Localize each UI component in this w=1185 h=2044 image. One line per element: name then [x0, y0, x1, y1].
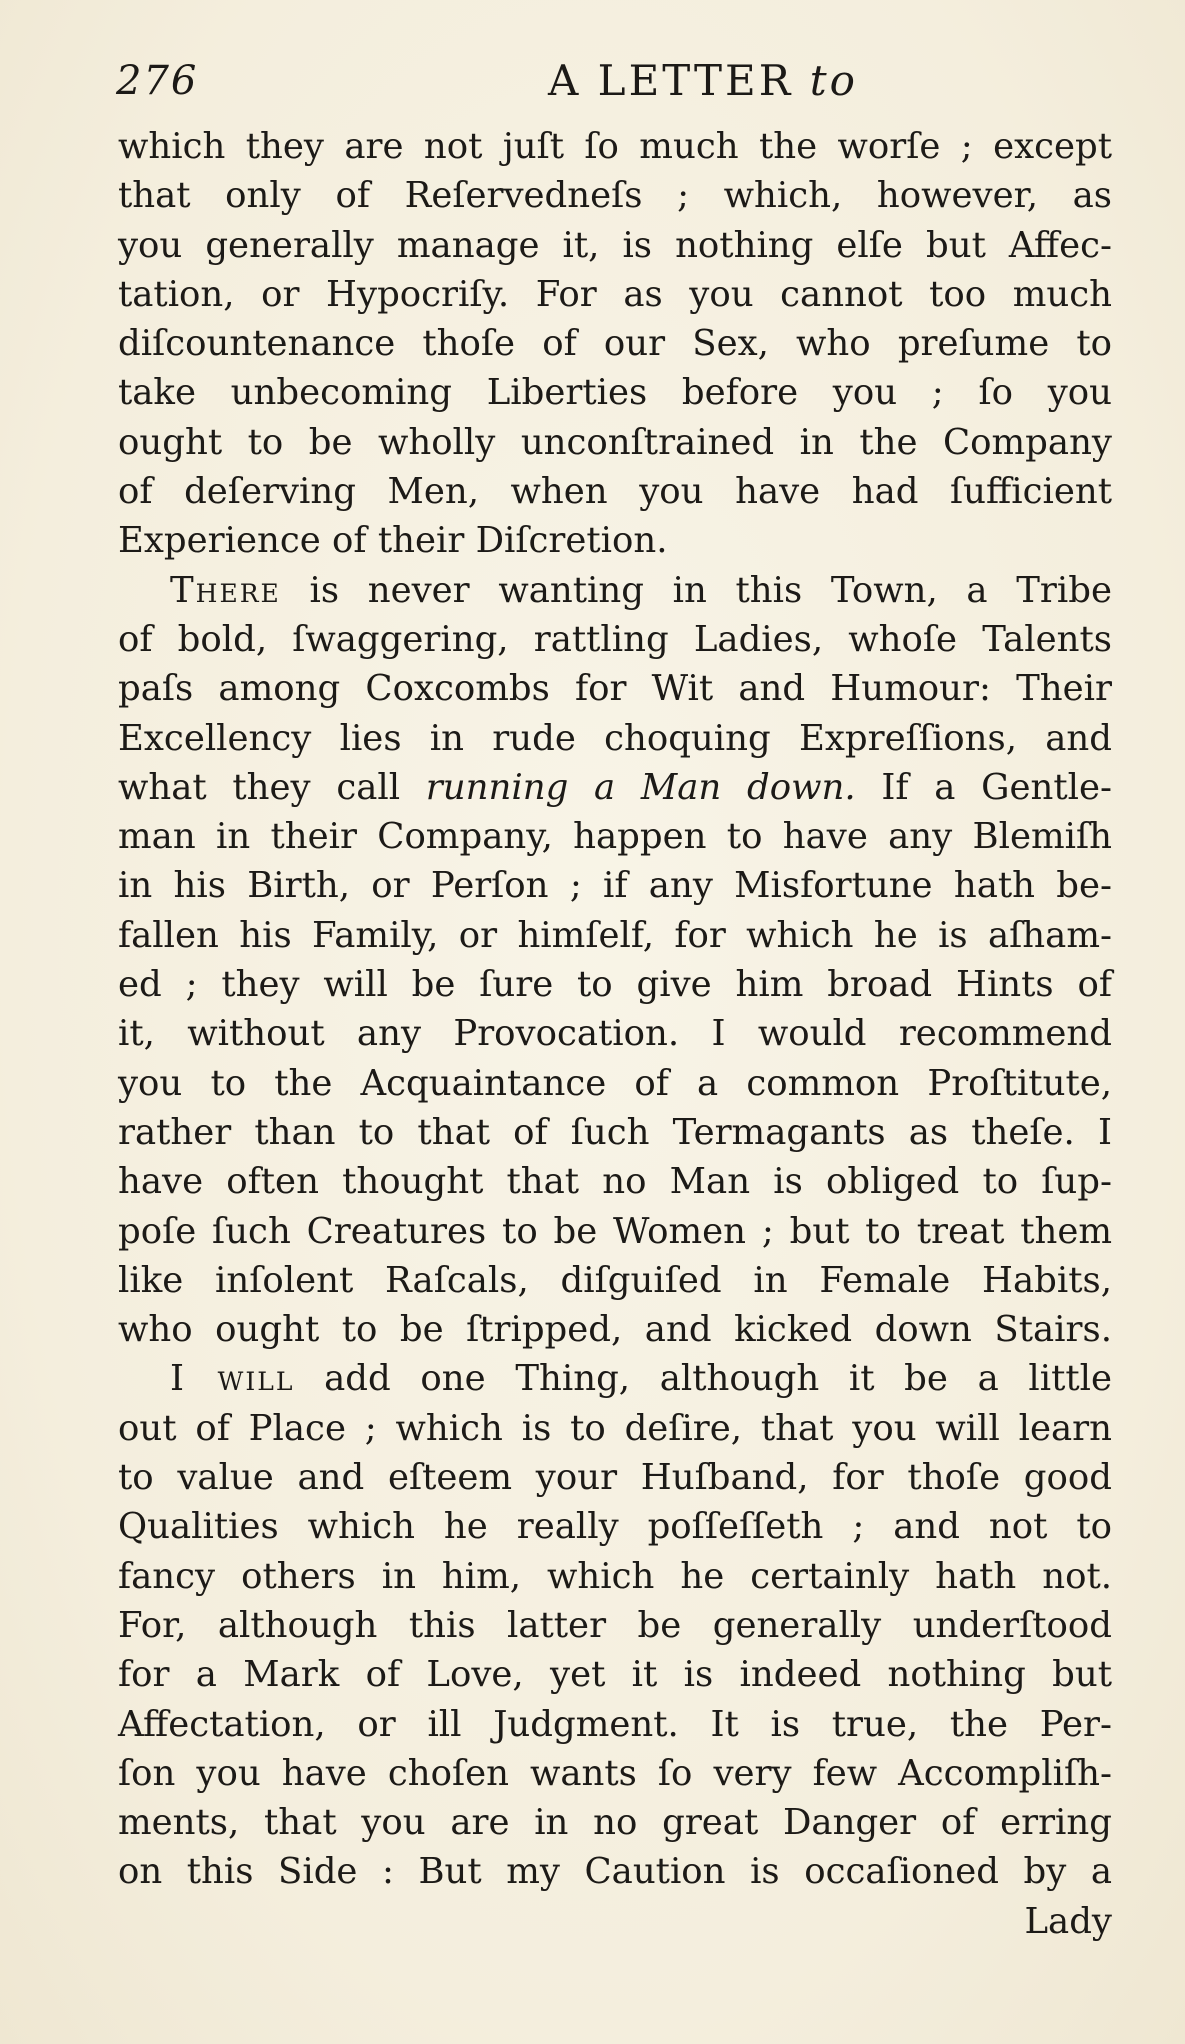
text-line: ments, that you are in no great Danger of erring — [118, 1802, 1112, 1844]
line-before-italic: what they call — [118, 766, 426, 808]
line-remainder: add one Thing, although it be a little — [294, 1358, 1112, 1400]
text-line: in his Birth, or Perſon ; if any Misfortune hath be- — [118, 865, 1112, 907]
text-line: on this Side : But my Caution is occaſioned by a — [118, 1851, 1112, 1893]
text-line: ed ; they will be ſure to give him broad Hints of — [118, 964, 1112, 1006]
paragraph-end-line: Experience of their Diſcretion. — [118, 520, 668, 562]
text-line: man in their Company, happen to have any Blemiſh — [118, 816, 1112, 858]
text-line: that only of Reſervedneſs ; which, however, as — [118, 175, 1112, 217]
small-caps-opening: I will — [170, 1358, 295, 1400]
text-line: to value and eſteem your Huſband, for thoſe good — [118, 1457, 1112, 1499]
paragraph-start-line — [118, 566, 1112, 615]
text-line: poſe ſuch Creatures to be Women ; but to treat them — [118, 1210, 1112, 1252]
text-line: fallen his Family, or himſelf, for which he is aſham- — [118, 914, 1112, 956]
paragraph-start-line — [118, 1354, 1112, 1403]
running-head-main: A LETTER — [548, 56, 794, 105]
running-head — [548, 56, 858, 105]
text-line: diſcountenance thoſe of our Sex, who preſume to — [118, 323, 1112, 365]
small-caps-opening: There — [170, 569, 281, 611]
text-line-with-italic — [118, 763, 1112, 812]
text-line: who ought to be ſtripped, and kicked down Stairs. — [118, 1309, 1112, 1351]
text-line: Affectation, or ill Judgment. It is true, the Per- — [118, 1703, 1112, 1745]
text-line: of deſerving Men, when you have had ſufficient — [118, 471, 1112, 513]
text-line: tation, or Hypocriſy. For as you cannot too much — [118, 273, 1112, 315]
italic-phrase: running a Man down. — [425, 766, 856, 808]
text-line: Qualities which he really poſſeſſeth ; and not to — [118, 1506, 1112, 1548]
text-line: for a Mark of Love, yet it is indeed nothing but — [118, 1654, 1112, 1696]
running-head-italic: to — [809, 56, 858, 105]
text-line: rather than to that of ſuch Termagants as theſe. I — [118, 1111, 1112, 1153]
text-line: it, without any Provocation. I would recommend — [118, 1013, 1112, 1055]
text-line: ſon you have choſen wants ſo very few Accompliſh- — [118, 1752, 1112, 1794]
text-line: like inſolent Raſcals, diſguiſed in Female Habits, — [118, 1259, 1112, 1301]
text-line: fancy others in him, which he certainly hath not. — [118, 1555, 1112, 1597]
body-text — [118, 122, 1112, 1946]
text-line: you to the Acquaintance of a common Proſtitute, — [118, 1062, 1112, 1104]
text-line: For, although this latter be generally underſtood — [118, 1604, 1112, 1646]
line-remainder: is never wanting in this Town, a Tribe — [280, 569, 1112, 611]
text-line: of bold, ſwaggering, rattling Ladies, whoſe Talents — [118, 618, 1112, 660]
catchword: Lady — [1024, 1900, 1112, 1942]
text-line: paſs among Coxcombs for Wit and Humour: Their — [118, 668, 1112, 710]
text-line: Excellency lies in rude choquing Expreſſions, and — [118, 717, 1112, 759]
page-number: 276 — [116, 58, 199, 104]
text-line: ought to be wholly unconſtrained in the Company — [118, 421, 1112, 463]
line-after-italic: If a Gentle- — [855, 766, 1112, 808]
text-line: take unbecoming Liberties before you ; ſo you — [118, 372, 1112, 414]
page-header — [116, 52, 1116, 122]
text-line: out of Place ; which is to deſire, that you will learn — [118, 1407, 1112, 1449]
text-line: have often thought that no Man is obliged to ſup- — [118, 1161, 1112, 1203]
text-line: you generally manage it, is nothing elſe but Affec- — [118, 224, 1112, 266]
text-line: which they are not juſt ſo much the worſe ; except — [118, 126, 1112, 167]
